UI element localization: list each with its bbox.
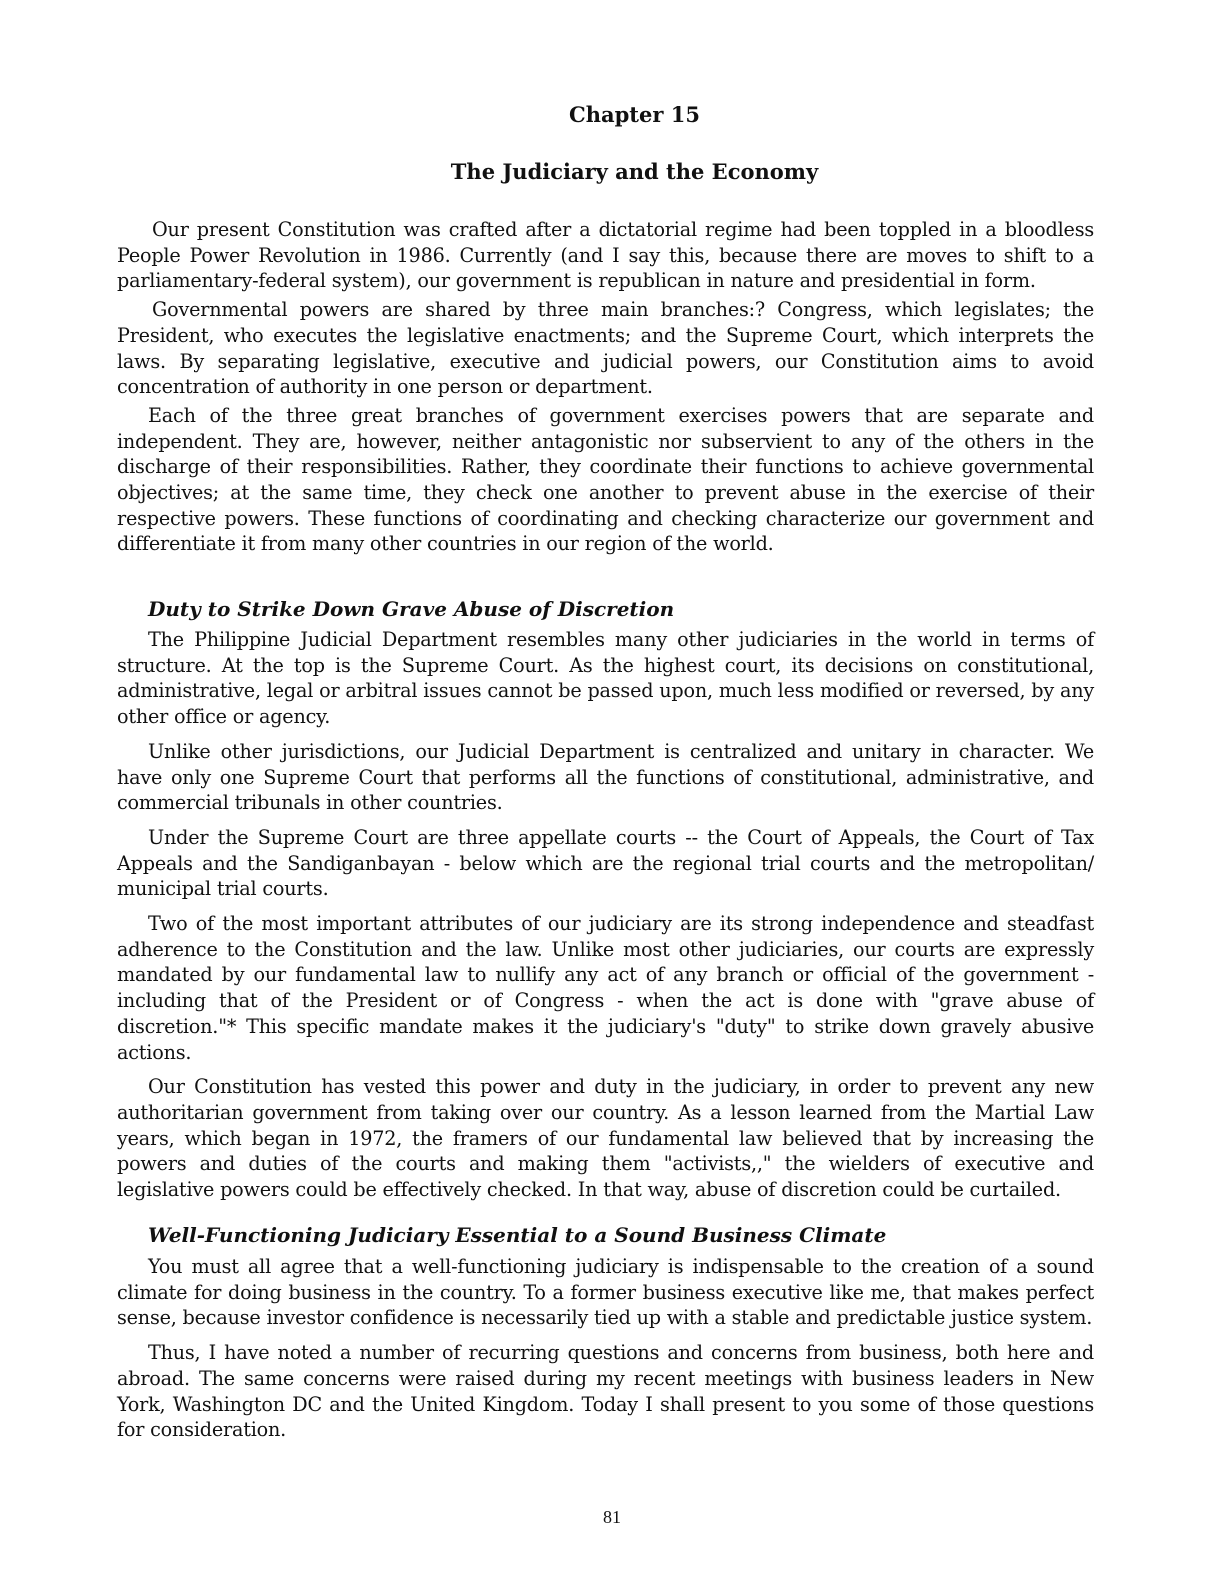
section-paragraph: The Philippine Judicial Department resembles many other judiciaries in the world in terms of structure. At the top is the Supreme Court. As the highest court, its decisions on constitutional, administrative, legal or arbitral issues cannot be passed upon, much less modified or reversed, by any other office or agency.: [117, 628, 1094, 729]
chapter-title: The Judiciary and the Economy: [450, 159, 819, 184]
section-paragraph: Two of the most important attributes of our judiciary are its strong independence and steadfast adherence to the Constitution and the law. Unlike most other judiciaries, our courts are expressly mandated by our fundamental law to nullify any act of any branch or official of the government - including that of the President or of Congress - when the act is done with "grave abuse of discretion."* This specific mandate makes it the judiciary's "duty" to strike down gravely abusive actions.: [117, 912, 1094, 1064]
intro-section: [117, 217, 1094, 557]
section-heading: Duty to Strike Down Grave Abuse of Discretion: [148, 597, 675, 621]
chapter-label: Chapter 15: [569, 102, 700, 127]
section-heading: Well-Functioning Judiciary Essential to a Sound Business Climate: [148, 1223, 887, 1247]
section-paragraph: Our Constitution has vested this power and duty in the judiciary, in order to prevent any new authoritarian government from taking over our country. As a lesson learned from the Martial Law years, which began in 1972, the framers of our fundamental law believed that by increasing the powers and duties of the courts and making them "activists,," the wielders of executive and legislative powers could be effectively checked. In that way, abuse of discretion could be curtailed.: [117, 1075, 1094, 1202]
section-grave-abuse: [117, 595, 1094, 1203]
page-number: 81: [603, 1507, 621, 1527]
section-paragraph: Thus, I have noted a number of recurring questions and concerns from business, both here and abroad. The same concerns were raised during my recent meetings with business leaders in New York, Washington DC and the United Kingdom. Today I shall present to you some of those questions for consideration.: [117, 1341, 1094, 1442]
section-paragraph: Under the Supreme Court are three appellate courts -- the Court of Appeals, the Court of Tax Appeals and the Sandiganbayan - below which are the regional trial courts and the metropolitan/ municipal trial courts.: [117, 825, 1094, 901]
section-paragraph: Unlike other jurisdictions, our Judicial Department is centralized and unitary in character. We have only one Supreme Court that performs all the functions of constitutional, administrative, and commercial tribunals in other countries.: [117, 739, 1094, 815]
intro-paragraph: Governmental powers are shared by three main branches:? Congress, which legislates; the President, who executes the legislative enactments; and the Supreme Court, which interprets the laws. By separating legislative, executive and judicial powers, our Constitution aims to avoid concentration of authority in one person or department.: [117, 298, 1094, 399]
section-business-climate: [117, 1221, 1094, 1443]
intro-paragraph: Our present Constitution was crafted after a dictatorial regime had been toppled in a bloodless People Power Revolution in 1986. Currently (and I say this, because there are moves to shift to a parliamentary-federal system), our government is republican in nature and presidential in form.: [117, 218, 1094, 293]
intro-paragraph: Each of the three great branches of government exercises powers that are separate and independent. They are, however, neither antagonistic nor subservient to any of the others in the discharge of their responsibilities. Rather, they coordinate their functions to achieve governmental objectives; at the same time, they check one another to prevent abuse in the exercise of their respective powers. These functions of coordinating and checking characterize our government and differentiate it from many other countries in our region of the world.: [117, 403, 1094, 556]
section-paragraph: You must all agree that a well-functioning judiciary is indispensable to the creation of a sound climate for doing business in the country. To a former business executive like me, that makes perfect sense, because investor confidence is necessarily tied up with a stable and predictable justice system.: [117, 1255, 1094, 1330]
